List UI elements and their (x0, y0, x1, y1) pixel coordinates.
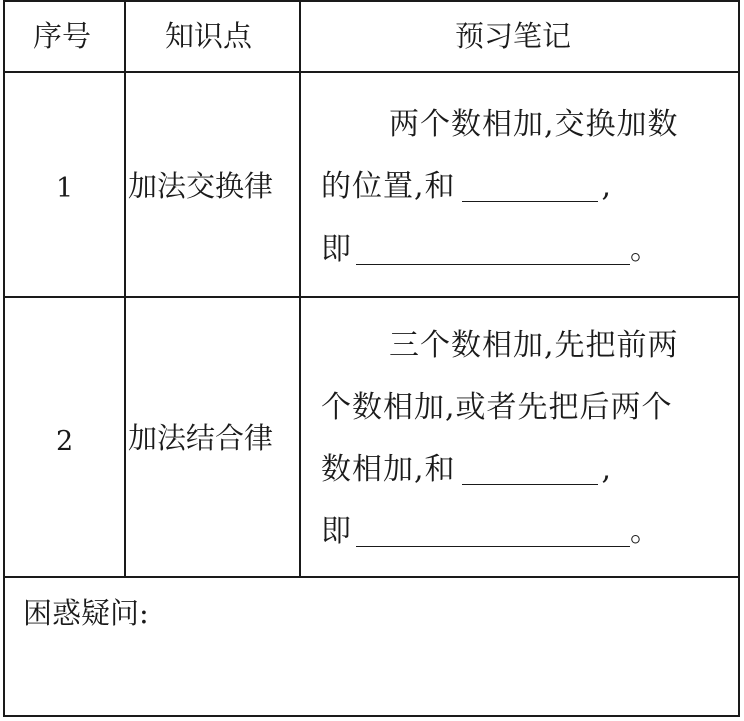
header-divider (5, 71, 738, 73)
row-2-note-line-4 (321, 514, 661, 549)
row-1-blank-sum[interactable] (462, 177, 598, 202)
row-2-note-line-4-period: 。 (630, 514, 661, 549)
row-1-note-line-3 (321, 232, 661, 267)
row-2-note-line-3-text: 数相加,和 (321, 452, 456, 487)
row-1-note-line-2 (321, 169, 613, 204)
header-notes: 预习笔记 (455, 19, 572, 53)
row-1-note-line-3-text: 即 (321, 232, 352, 267)
row-2-blank-formula[interactable] (356, 522, 630, 547)
header-topic: 知识点 (165, 19, 253, 53)
row-1-topic: 加法交换律 (128, 169, 274, 203)
row-2-blank-sum[interactable] (462, 460, 598, 485)
row-2-topic: 加法结合律 (128, 421, 274, 455)
row-divider-2 (5, 576, 738, 578)
row-2-note-line-3 (321, 452, 613, 487)
row-1-note-line-2-comma: , (601, 169, 613, 204)
row-2-index: 2 (56, 426, 74, 457)
row-2-note-line-4-text: 即 (321, 514, 352, 549)
row-2-note-line-2: 个数相加,或者先把后两个 (321, 390, 673, 425)
questions-label: 困惑疑问: (23, 596, 149, 630)
questions-area[interactable] (5, 642, 738, 715)
preview-notes-table (3, 0, 740, 717)
row-1-blank-formula[interactable] (356, 240, 630, 265)
header-index: 序号 (33, 19, 92, 53)
column-divider-2 (299, 2, 301, 578)
row-1-note-line-1: 两个数相加,交换加数 (389, 107, 679, 142)
row-1-note-line-2-text: 的位置,和 (321, 169, 456, 204)
row-2-note-line-1: 三个数相加,先把前两 (389, 328, 679, 363)
row-1-index: 1 (56, 173, 74, 204)
row-1-note-line-3-period: 。 (630, 232, 661, 267)
row-divider-1 (5, 296, 738, 298)
column-divider-1 (124, 2, 126, 578)
row-2-note-line-3-comma: , (601, 452, 613, 487)
